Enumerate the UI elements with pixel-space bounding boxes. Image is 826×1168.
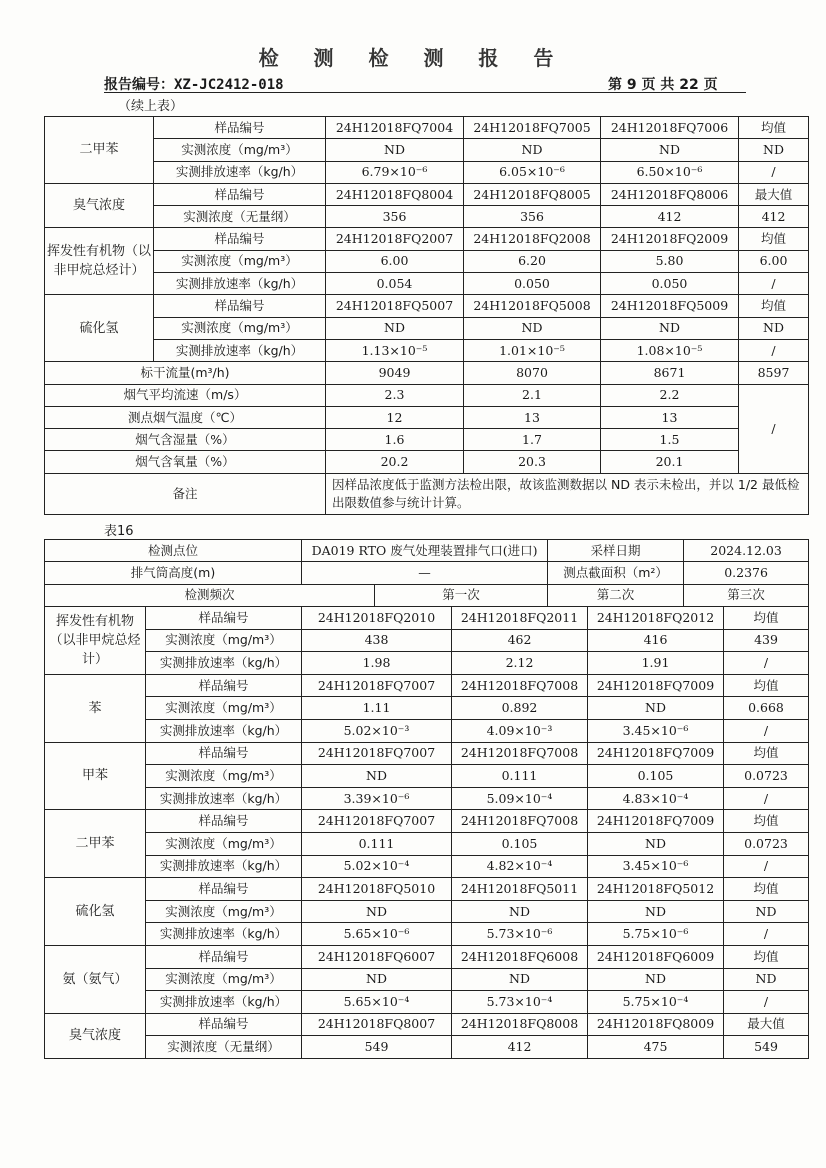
value-cell: 5.73×10⁻⁶ xyxy=(452,923,588,946)
freq-label: 检测频次 xyxy=(45,584,375,606)
table-row xyxy=(45,674,809,697)
value-cell: / xyxy=(724,855,809,878)
sample-id: 24H12018FQ5007 xyxy=(326,295,464,317)
sample-id: 24H12018FQ5008 xyxy=(464,295,601,317)
value-cell: 549 xyxy=(302,1036,452,1059)
value-cell: / xyxy=(724,787,809,810)
value-cell: / xyxy=(724,719,809,742)
value-cell: 8671 xyxy=(601,362,739,384)
value-cell: ND xyxy=(464,139,601,161)
value-cell: ND xyxy=(452,968,588,991)
value-cell: 13 xyxy=(601,406,739,428)
value-cell: ND xyxy=(588,832,724,855)
sample-no-label: 样品编号 xyxy=(146,945,302,968)
temperature-label: 测点烟气温度（℃） xyxy=(45,406,326,428)
table-row xyxy=(45,295,809,317)
value-cell: 0.054 xyxy=(326,273,464,295)
value-cell: 0.0723 xyxy=(724,765,809,788)
table-row xyxy=(45,1013,809,1036)
pollutant-xylene: 二甲苯 xyxy=(45,117,154,184)
report-number: 报告编号：XZ-JC2412-018 xyxy=(104,77,284,93)
pollutant-vocs: 挥发性有机物（以非甲烷总烃计） xyxy=(45,228,154,295)
value-cell: 4.83×10⁻⁴ xyxy=(588,787,724,810)
value-cell: 1.91 xyxy=(588,652,724,675)
sample-id: 24H12018FQ5011 xyxy=(452,878,588,901)
value-cell: 13 xyxy=(464,406,601,428)
rate-label: 实测排放速率（kg/h） xyxy=(146,787,302,810)
table-row xyxy=(45,384,809,406)
value-cell: 12 xyxy=(326,406,464,428)
value-cell: 1.01×10⁻⁵ xyxy=(464,339,601,361)
table-row xyxy=(45,1036,809,1059)
table-row xyxy=(45,878,809,901)
value-cell: 438 xyxy=(302,629,452,652)
value-cell: 0.111 xyxy=(452,765,588,788)
pollutant-xylene: 二甲苯 xyxy=(45,810,146,878)
table-row xyxy=(45,923,809,946)
table-row xyxy=(45,945,809,968)
value-cell: 5.02×10⁻⁴ xyxy=(302,855,452,878)
velocity-label: 烟气平均流速（m/s） xyxy=(45,384,326,406)
value-cell: 9049 xyxy=(326,362,464,384)
value-cell: ND xyxy=(452,900,588,923)
height-value: — xyxy=(302,562,548,584)
value-cell: 2.2 xyxy=(601,384,739,406)
rate-label: 实测排放速率（kg/h） xyxy=(146,855,302,878)
value-cell: 8070 xyxy=(464,362,601,384)
table-row xyxy=(45,765,809,788)
point-value: DA019 RTO 废气处理装置排气口(进口) xyxy=(302,540,548,562)
sample-id: 24H12018FQ2011 xyxy=(452,607,588,630)
run-header: 第二次 xyxy=(548,584,684,606)
rate-label: 实测排放速率（kg/h） xyxy=(154,161,326,183)
value-cell: 6.00 xyxy=(326,250,464,272)
value-cell: 0.668 xyxy=(724,697,809,720)
value-cell: 3.45×10⁻⁶ xyxy=(588,855,724,878)
conc-label: 实测浓度（mg/m³） xyxy=(146,765,302,788)
sample-id: 24H12018FQ8008 xyxy=(452,1013,588,1036)
value-cell: ND xyxy=(302,765,452,788)
pollutant-ammonia: 氨（氨气） xyxy=(45,945,146,1013)
remarks-text: 因样品浓度低于监测方法检出限，故该监测数据以 ND 表示未检出，并以 1/2 最低检出限数值参与统计计算。 xyxy=(326,473,809,514)
sample-id: 24H12018FQ7006 xyxy=(601,117,739,139)
pollutant-benzene: 苯 xyxy=(45,674,146,742)
table-row xyxy=(45,832,809,855)
table-row xyxy=(45,629,809,652)
value-cell: 5.75×10⁻⁴ xyxy=(588,991,724,1014)
avg-label: 均值 xyxy=(724,878,809,901)
table-row xyxy=(45,584,809,606)
header-divider xyxy=(104,92,746,93)
sample-id: 24H12018FQ7007 xyxy=(302,810,452,833)
sample-id: 24H12018FQ7008 xyxy=(452,674,588,697)
value-cell: 549 xyxy=(724,1036,809,1059)
table-row xyxy=(45,273,809,295)
date-value: 2024.12.03 xyxy=(684,540,809,562)
value-cell: ND xyxy=(724,900,809,923)
remarks-label: 备注 xyxy=(45,473,326,514)
conc-label: 实测浓度（无量纲） xyxy=(146,1036,302,1059)
value-cell: / xyxy=(739,339,809,361)
conc-label: 实测浓度（mg/m³） xyxy=(146,968,302,991)
value-cell: 412 xyxy=(601,206,739,228)
value-cell: 2.3 xyxy=(326,384,464,406)
sample-id: 24H12018FQ5012 xyxy=(588,878,724,901)
table-row xyxy=(45,429,809,451)
pollutant-odor: 臭气浓度 xyxy=(45,1013,146,1058)
table-row xyxy=(45,473,809,514)
height-label: 排气筒高度(m) xyxy=(45,562,302,584)
table-row xyxy=(45,607,809,630)
table-row xyxy=(45,968,809,991)
pollutant-vocs: 挥发性有机物（以非甲烷总烃计） xyxy=(45,607,146,675)
sample-no-label: 样品编号 xyxy=(146,1013,302,1036)
value-cell: ND xyxy=(326,317,464,339)
value-cell: 3.45×10⁻⁶ xyxy=(588,719,724,742)
table-row xyxy=(45,339,809,361)
flow-label: 标干流量(m³/h) xyxy=(45,362,326,384)
sample-id: 24H12018FQ6008 xyxy=(452,945,588,968)
rate-label: 实测排放速率（kg/h） xyxy=(146,719,302,742)
sample-id: 24H12018FQ7004 xyxy=(326,117,464,139)
value-cell: 6.79×10⁻⁶ xyxy=(326,161,464,183)
sample-id: 24H12018FQ7008 xyxy=(452,810,588,833)
value-cell: 5.02×10⁻³ xyxy=(302,719,452,742)
value-cell: 0.050 xyxy=(601,273,739,295)
value-cell: / xyxy=(724,652,809,675)
table-row xyxy=(45,228,809,250)
table-row xyxy=(45,719,809,742)
continued-label: （续上表） xyxy=(118,99,184,114)
value-cell: 20.1 xyxy=(601,451,739,473)
value-cell: / xyxy=(739,384,809,473)
value-cell: 1.6 xyxy=(326,429,464,451)
sample-id: 24H12018FQ7009 xyxy=(588,810,724,833)
table-row xyxy=(45,787,809,810)
table-row xyxy=(45,652,809,675)
sample-id: 24H12018FQ7007 xyxy=(302,674,452,697)
avg-label: 均值 xyxy=(724,945,809,968)
value-cell: 0.111 xyxy=(302,832,452,855)
page-number: 第 9 页 共 22 页 xyxy=(608,77,718,93)
sample-id: 24H12018FQ7008 xyxy=(452,742,588,765)
rate-label: 实测排放速率（kg/h） xyxy=(154,273,326,295)
value-cell: 475 xyxy=(588,1036,724,1059)
value-cell: 5.65×10⁻⁴ xyxy=(302,991,452,1014)
value-cell: ND xyxy=(302,968,452,991)
table-row xyxy=(45,139,809,161)
value-cell: 5.75×10⁻⁶ xyxy=(588,923,724,946)
value-cell: 5.73×10⁻⁴ xyxy=(452,991,588,1014)
value-cell: 1.11 xyxy=(302,697,452,720)
value-cell: / xyxy=(724,923,809,946)
value-cell: 1.7 xyxy=(464,429,601,451)
sample-no-label: 样品编号 xyxy=(146,742,302,765)
sample-id: 24H12018FQ7007 xyxy=(302,742,452,765)
table-row xyxy=(45,900,809,923)
rate-label: 实测排放速率（kg/h） xyxy=(154,339,326,361)
value-cell: 4.09×10⁻³ xyxy=(452,719,588,742)
pollutant-odor: 臭气浓度 xyxy=(45,183,154,228)
table-caption: 表16 xyxy=(104,524,134,539)
sample-no-label: 样品编号 xyxy=(146,607,302,630)
table-row xyxy=(45,250,809,272)
value-cell: / xyxy=(724,991,809,1014)
table-row xyxy=(45,697,809,720)
pollutant-toluene: 甲苯 xyxy=(45,742,146,810)
table-row xyxy=(45,183,809,205)
value-cell: 1.5 xyxy=(601,429,739,451)
table-row xyxy=(45,742,809,765)
value-cell: ND xyxy=(588,968,724,991)
avg-label: 均值 xyxy=(724,607,809,630)
sample-id: 24H12018FQ7005 xyxy=(464,117,601,139)
rate-label: 实测排放速率（kg/h） xyxy=(146,923,302,946)
value-cell: ND xyxy=(601,139,739,161)
table-row xyxy=(45,540,809,562)
value-cell: 6.20 xyxy=(464,250,601,272)
value-cell: 416 xyxy=(588,629,724,652)
value-cell: 0.0723 xyxy=(724,832,809,855)
conc-label: 实测浓度（mg/m³） xyxy=(154,250,326,272)
value-cell: ND xyxy=(588,697,724,720)
sample-id: 24H12018FQ8006 xyxy=(601,183,739,205)
max-label: 最大值 xyxy=(724,1013,809,1036)
run-header: 第三次 xyxy=(684,584,809,606)
sample-no-label: 样品编号 xyxy=(154,228,326,250)
sample-id: 24H12018FQ8005 xyxy=(464,183,601,205)
value-cell: 439 xyxy=(724,629,809,652)
sample-id: 24H12018FQ2010 xyxy=(302,607,452,630)
results-table-16-body xyxy=(44,606,809,1059)
conc-label: 实测浓度（mg/m³） xyxy=(154,317,326,339)
value-cell: 412 xyxy=(739,206,809,228)
table-row xyxy=(45,317,809,339)
table-row xyxy=(45,406,809,428)
value-cell: 6.50×10⁻⁶ xyxy=(601,161,739,183)
sample-id: 24H12018FQ2012 xyxy=(588,607,724,630)
value-cell: 8597 xyxy=(739,362,809,384)
date-label: 采样日期 xyxy=(548,540,684,562)
avg-label: 均值 xyxy=(724,810,809,833)
value-cell: 0.050 xyxy=(464,273,601,295)
table-row xyxy=(45,117,809,139)
table-row xyxy=(45,855,809,878)
area-label: 测点截面积（m²） xyxy=(548,562,684,584)
sample-id: 24H12018FQ2008 xyxy=(464,228,601,250)
table-row xyxy=(45,161,809,183)
value-cell: 6.05×10⁻⁶ xyxy=(464,161,601,183)
avg-label: 均值 xyxy=(739,117,809,139)
oxygen-label: 烟气含氧量（%） xyxy=(45,451,326,473)
page-title: 检 测 检 测 报 告 xyxy=(258,46,568,70)
value-cell: ND xyxy=(739,317,809,339)
conc-label: 实测浓度（mg/m³） xyxy=(146,697,302,720)
sample-no-label: 样品编号 xyxy=(146,674,302,697)
value-cell: 356 xyxy=(464,206,601,228)
value-cell: 0.105 xyxy=(588,765,724,788)
area-value: 0.2376 xyxy=(684,562,809,584)
value-cell: 4.82×10⁻⁴ xyxy=(452,855,588,878)
value-cell: ND xyxy=(724,968,809,991)
value-cell: 20.3 xyxy=(464,451,601,473)
value-cell: 2.12 xyxy=(452,652,588,675)
value-cell: 5.65×10⁻⁶ xyxy=(302,923,452,946)
table-row xyxy=(45,562,809,584)
sample-id: 24H12018FQ2007 xyxy=(326,228,464,250)
value-cell: ND xyxy=(326,139,464,161)
value-cell: ND xyxy=(739,139,809,161)
sample-id: 24H12018FQ2009 xyxy=(601,228,739,250)
avg-label: 均值 xyxy=(724,742,809,765)
value-cell: ND xyxy=(464,317,601,339)
value-cell: 3.39×10⁻⁶ xyxy=(302,787,452,810)
value-cell: 356 xyxy=(326,206,464,228)
value-cell: 1.98 xyxy=(302,652,452,675)
max-label: 最大值 xyxy=(739,183,809,205)
sample-no-label: 样品编号 xyxy=(154,295,326,317)
table-row xyxy=(45,362,809,384)
value-cell: ND xyxy=(601,317,739,339)
value-cell: 462 xyxy=(452,629,588,652)
avg-label: 均值 xyxy=(724,674,809,697)
conc-label: 实测浓度（mg/m³） xyxy=(154,139,326,161)
value-cell: 6.00 xyxy=(739,250,809,272)
table-row xyxy=(45,451,809,473)
avg-label: 均值 xyxy=(739,228,809,250)
avg-label: 均值 xyxy=(739,295,809,317)
value-cell: ND xyxy=(302,900,452,923)
pollutant-h2s: 硫化氢 xyxy=(45,295,154,362)
sample-id: 24H12018FQ5010 xyxy=(302,878,452,901)
sample-id: 24H12018FQ8007 xyxy=(302,1013,452,1036)
value-cell: 0.105 xyxy=(452,832,588,855)
conc-label: 实测浓度（mg/m³） xyxy=(146,900,302,923)
table-row xyxy=(45,206,809,228)
sample-id: 24H12018FQ7009 xyxy=(588,674,724,697)
sample-no-label: 样品编号 xyxy=(146,878,302,901)
sample-id: 24H12018FQ8004 xyxy=(326,183,464,205)
results-table-continued xyxy=(44,116,809,515)
sample-no-label: 样品编号 xyxy=(154,183,326,205)
sample-id: 24H12018FQ6007 xyxy=(302,945,452,968)
sample-id: 24H12018FQ5009 xyxy=(601,295,739,317)
value-cell: 20.2 xyxy=(326,451,464,473)
value-cell: 412 xyxy=(452,1036,588,1059)
value-cell: 1.13×10⁻⁵ xyxy=(326,339,464,361)
value-cell: / xyxy=(739,273,809,295)
sample-id: 24H12018FQ6009 xyxy=(588,945,724,968)
table-row xyxy=(45,991,809,1014)
value-cell: 5.09×10⁻⁴ xyxy=(452,787,588,810)
results-table-16 xyxy=(44,539,809,607)
value-cell: 0.892 xyxy=(452,697,588,720)
sample-no-label: 样品编号 xyxy=(154,117,326,139)
pollutant-h2s: 硫化氢 xyxy=(45,878,146,946)
moisture-label: 烟气含湿量（%） xyxy=(45,429,326,451)
rate-label: 实测排放速率（kg/h） xyxy=(146,991,302,1014)
point-label: 检测点位 xyxy=(45,540,302,562)
value-cell: 2.1 xyxy=(464,384,601,406)
sample-id: 24H12018FQ7009 xyxy=(588,742,724,765)
value-cell: 5.80 xyxy=(601,250,739,272)
value-cell: ND xyxy=(588,900,724,923)
rate-label: 实测排放速率（kg/h） xyxy=(146,652,302,675)
conc-label: 实测浓度（mg/m³） xyxy=(146,832,302,855)
conc-label: 实测浓度（mg/m³） xyxy=(146,629,302,652)
table-row xyxy=(45,810,809,833)
value-cell: 1.08×10⁻⁵ xyxy=(601,339,739,361)
sample-no-label: 样品编号 xyxy=(146,810,302,833)
conc-label: 实测浓度（无量纲） xyxy=(154,206,326,228)
value-cell: / xyxy=(739,161,809,183)
sample-id: 24H12018FQ8009 xyxy=(588,1013,724,1036)
run-header: 第一次 xyxy=(375,584,548,606)
